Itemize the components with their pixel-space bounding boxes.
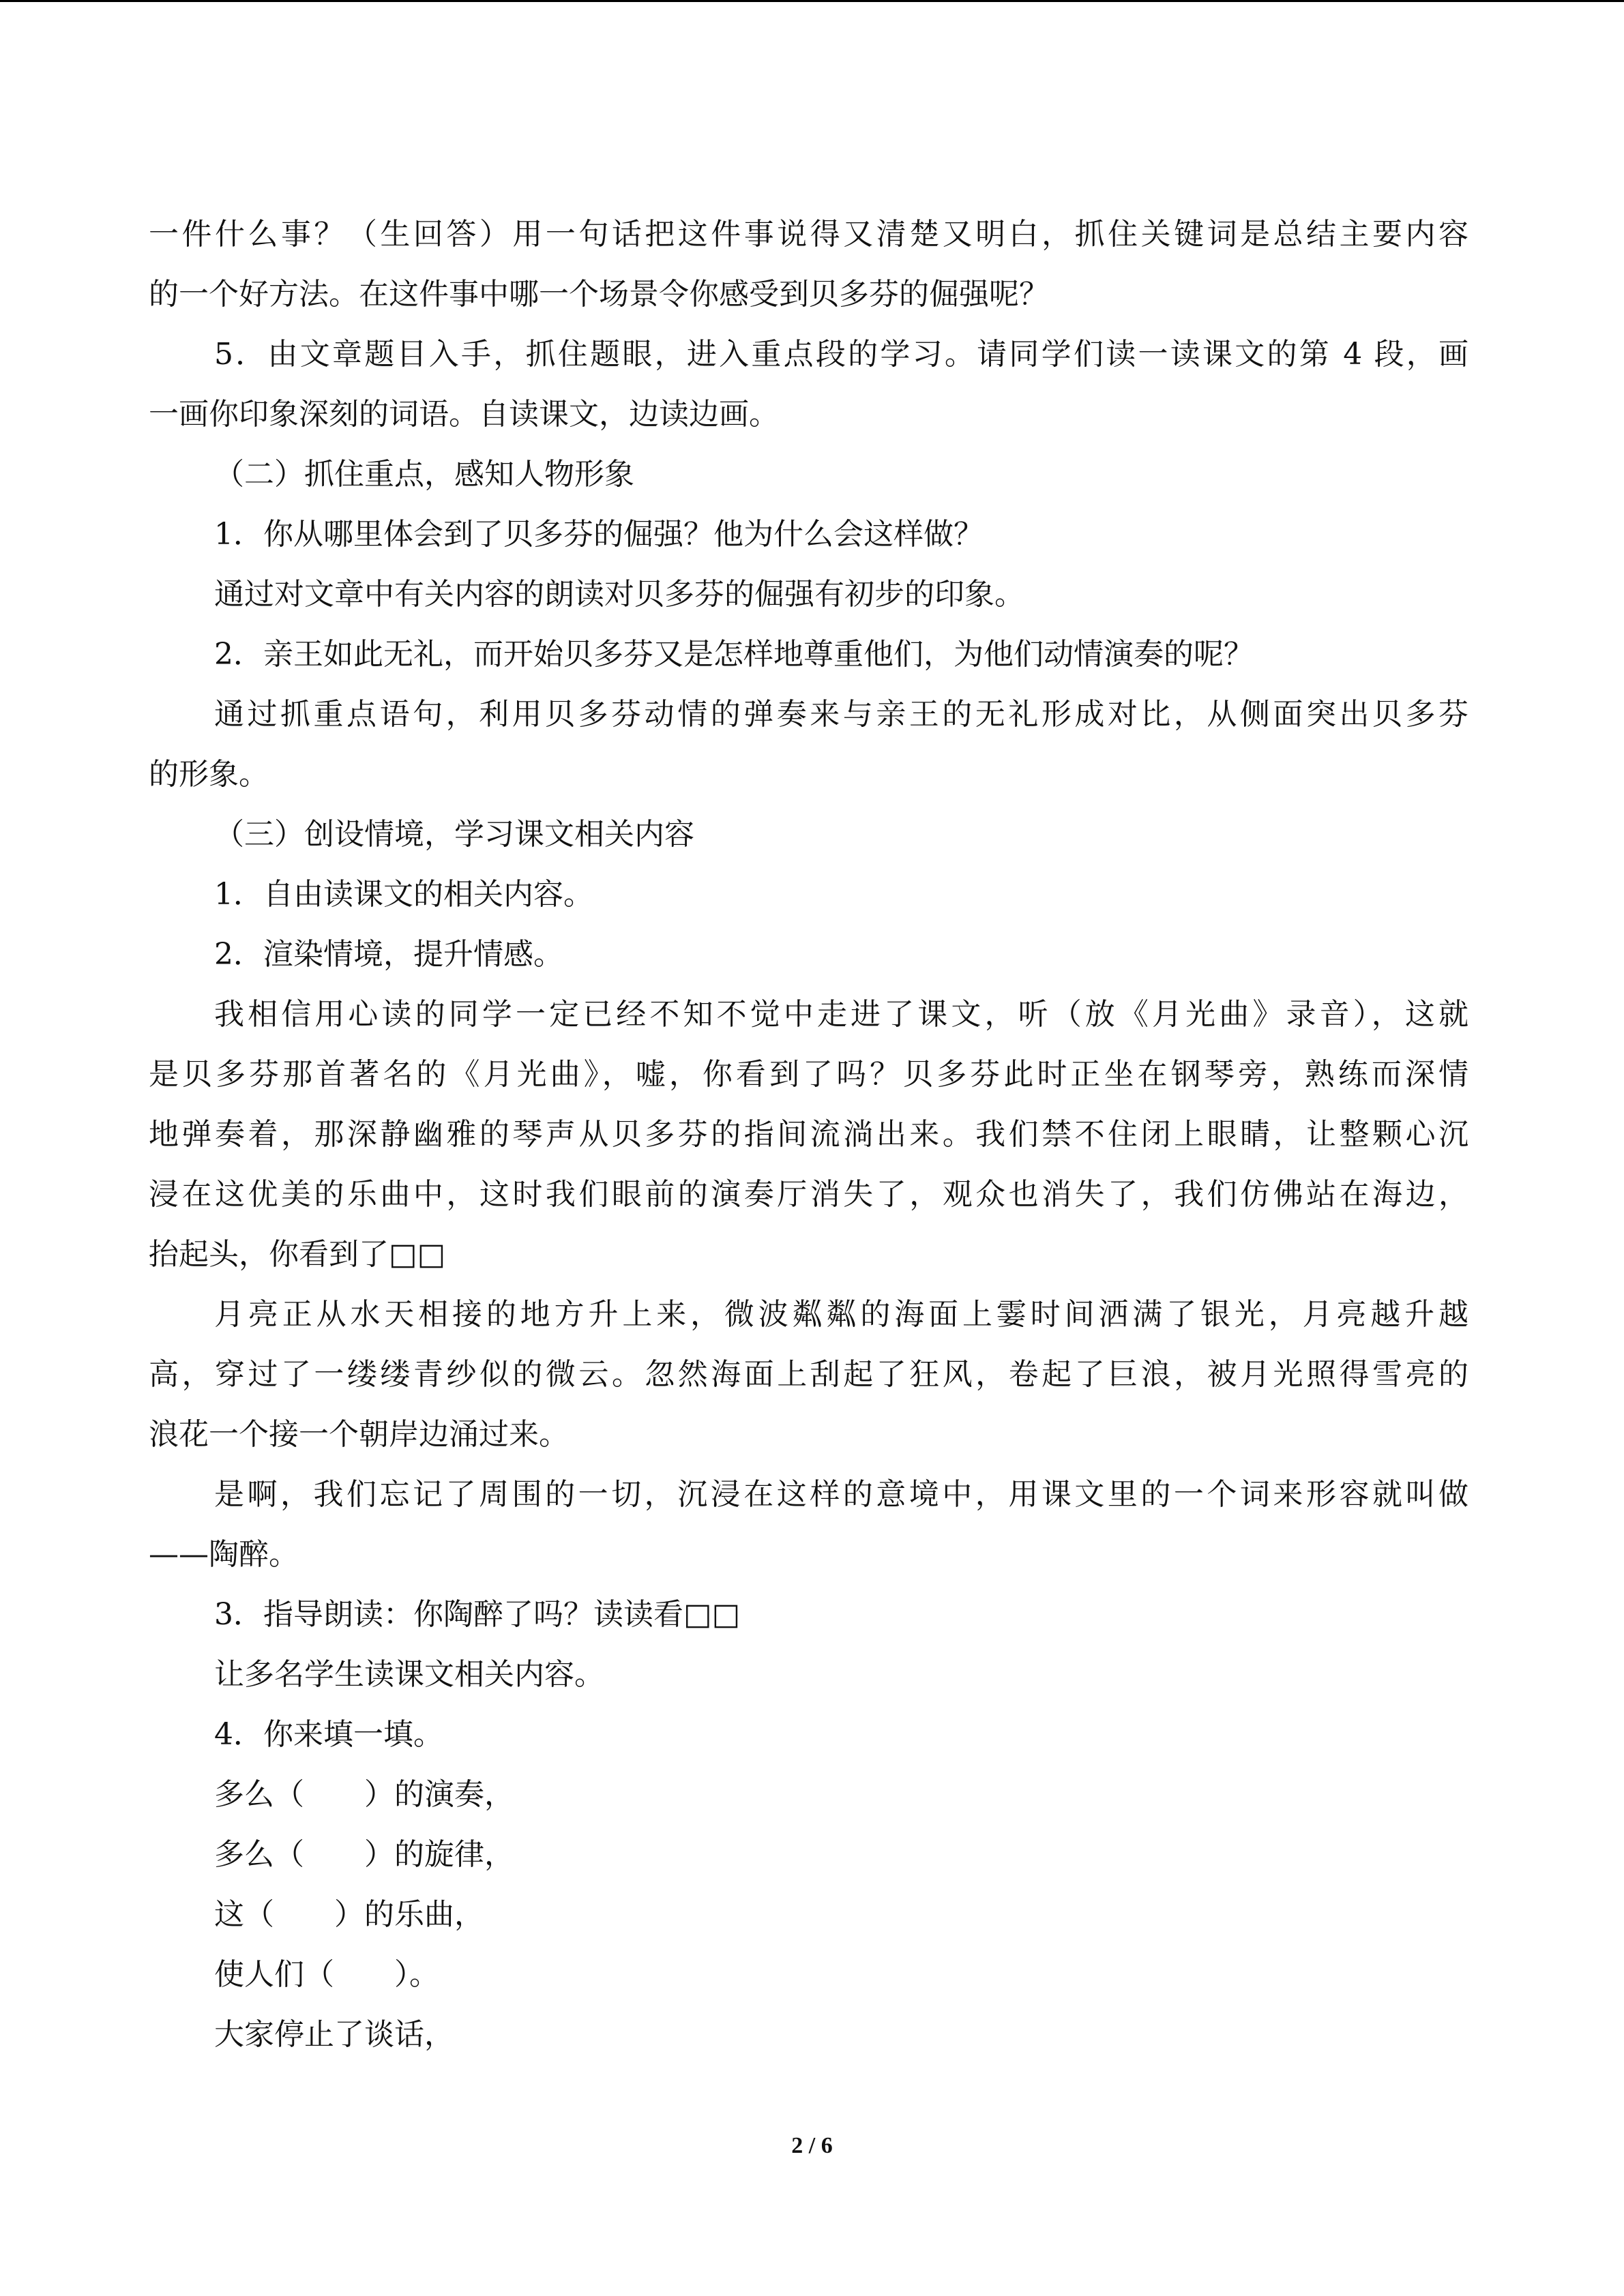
text-line: 抬起头，你看到了□□ [149, 1237, 446, 1272]
text-line: 1．自由读课文的相关内容。 [214, 877, 593, 912]
text-line: 我相信用心读的同学一定已经不知不觉中走进了课文，听（放《月光曲》录音），这就 [214, 997, 1468, 1032]
text-line: 通过对文章中有关内容的朗读对贝多芬的倔强有初步的印象。 [214, 577, 1024, 612]
fill-in-line: 这（ ）的乐曲， [214, 1897, 484, 1932]
text-line: 的形象。 [149, 757, 269, 792]
section-heading: （三）创设情境，学习课文相关内容 [214, 817, 694, 852]
text-line: 大家停止了谈话， [214, 2017, 454, 2052]
document-body [149, 205, 1468, 2065]
text-line: 2．亲王如此无礼，而开始贝多芬又是怎样地尊重他们，为他们动情演奏的呢？ [214, 637, 1254, 672]
text-line: 浸在这优美的乐曲中，这时我们眼前的演奏厅消失了，观众也消失了，我们仿佛站在海边， [149, 1177, 1468, 1212]
page-number: 2 / 6 [791, 2133, 833, 2158]
text-line: ——陶醉。 [149, 1537, 299, 1572]
fill-in-line: 使人们（ ）。 [214, 1957, 439, 1992]
text-line: 的一个好方法。在这件事中哪一个场景令你感受到贝多芬的倔强呢？ [149, 277, 1049, 312]
text-line: 通过抓重点语句，利用贝多芬动情的弹奏来与亲王的无礼形成对比，从侧面突出贝多芬 [214, 697, 1468, 732]
text-line: 4．你来填一填。 [214, 1717, 443, 1752]
section-heading: （二）抓住重点，感知人物形象 [214, 457, 634, 492]
text-line: 一件什么事？（生回答）用一句话把这件事说得又清楚又明白，抓住关键词是总结主要内容 [149, 217, 1468, 252]
text-line: 地弹奏着，那深静幽雅的琴声从贝多芬的指间流淌出来。我们禁不住闭上眼睛，让整颗心沉 [149, 1117, 1468, 1152]
text-line: 是贝多芬那首著名的《月光曲》，嘘，你看到了吗？贝多芬此时正坐在钢琴旁，熟练而深情 [149, 1057, 1468, 1092]
text-line: 5．由文章题目入手，抓住题眼，进入重点段的学习。请同学们读一读课文的第 4 段，画 [214, 337, 1468, 372]
text-line: 一画你印象深刻的词语。自读课文，边读边画。 [149, 397, 779, 432]
text-line: 3．指导朗读：你陶醉了吗？读读看□□ [214, 1597, 741, 1632]
text-line: 是啊，我们忘记了周围的一切，沉浸在这样的意境中，用课文里的一个词来形容就叫做 [214, 1477, 1468, 1512]
text-line: 月亮正从水天相接的地方升上来，微波粼粼的海面上霎时间洒满了银光，月亮越升越 [214, 1297, 1468, 1332]
text-line: 2．渲染情境，提升情感。 [214, 937, 563, 972]
top-border-line [0, 0, 1624, 2]
text-line: 让多名学生读课文相关内容。 [214, 1657, 604, 1692]
fill-in-line: 多么（ ）的旋律， [214, 1837, 514, 1872]
fill-in-line: 多么（ ）的演奏， [214, 1777, 514, 1812]
text-line: 1．你从哪里体会到了贝多芬的倔强？他为什么会这样做？ [214, 517, 984, 552]
text-line: 浪花一个接一个朝岸边涌过来。 [149, 1417, 569, 1452]
text-line: 高，穿过了一缕缕青纱似的微云。忽然海面上刮起了狂风，卷起了巨浪，被月光照得雪亮的 [149, 1357, 1468, 1392]
